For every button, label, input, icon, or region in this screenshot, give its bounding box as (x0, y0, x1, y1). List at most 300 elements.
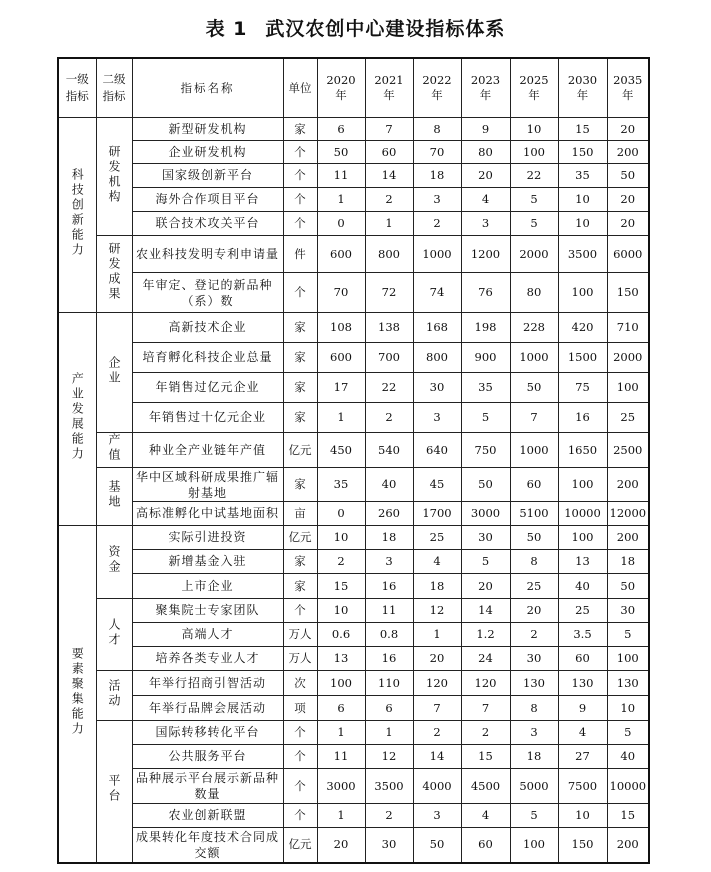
indicator-unit: 个 (283, 745, 317, 769)
header-year-2022: 2022 年 (413, 58, 461, 118)
indicator-value: 2 (365, 403, 413, 433)
subcategory-cell (96, 721, 132, 863)
indicator-value: 76 (461, 273, 510, 313)
indicator-value: 200 (607, 468, 649, 502)
indicator-value: 200 (607, 141, 649, 164)
indicator-value: 100 (607, 647, 649, 671)
table-row (58, 550, 649, 574)
indicator-value: 10 (558, 212, 607, 236)
table-row (58, 118, 649, 141)
subcategory-label: 人才 (107, 617, 121, 648)
indicator-value: 15 (558, 118, 607, 141)
indicator-value: 0 (317, 502, 365, 526)
table-title-text: 武汉农创中心建设指标体系 (265, 18, 506, 40)
indicator-value: 50 (317, 141, 365, 164)
indicator-unit: 个 (283, 599, 317, 623)
indicator-value: 1 (317, 403, 365, 433)
header-level2-line1: 二级 (102, 72, 126, 86)
table-row (58, 671, 649, 696)
subcategory-label: 企业 (107, 355, 121, 386)
indicator-value: 1 (317, 188, 365, 212)
table-row (58, 212, 649, 236)
indicator-value: 6000 (607, 236, 649, 273)
indicator-value: 20 (510, 599, 558, 623)
indicator-value: 3500 (558, 236, 607, 273)
indicator-value: 11 (317, 745, 365, 769)
subcategory-label: 平台 (107, 774, 121, 805)
table-row (58, 433, 649, 468)
subcategory-cell (96, 468, 132, 526)
indicator-unit: 亿元 (283, 433, 317, 468)
indicator-value: 20 (607, 188, 649, 212)
indicator-name: 年举行招商引智活动 (132, 671, 283, 696)
indicator-value: 1 (365, 212, 413, 236)
indicator-value: 2 (510, 623, 558, 647)
indicator-value: 110 (365, 671, 413, 696)
indicator-value: 10 (558, 188, 607, 212)
indicator-unit: 亿元 (283, 828, 317, 863)
indicator-value: 130 (558, 671, 607, 696)
indicator-value: 8 (510, 550, 558, 574)
indicator-value: 2 (365, 188, 413, 212)
indicator-value: 15 (461, 745, 510, 769)
indicator-value: 7 (461, 696, 510, 721)
indicator-value: 5 (607, 623, 649, 647)
table-row (58, 164, 649, 188)
table-row (58, 403, 649, 433)
table-title (0, 14, 711, 41)
table-number: 表 1 (205, 18, 248, 40)
indicator-value: 70 (317, 273, 365, 313)
indicator-value: 35 (461, 373, 510, 403)
indicator-unit: 个 (283, 804, 317, 828)
indicator-value: 1500 (558, 343, 607, 373)
indicator-value: 50 (510, 373, 558, 403)
indicator-value: 3 (413, 804, 461, 828)
indicator-value: 18 (413, 574, 461, 599)
indicator-value: 9 (461, 118, 510, 141)
indicator-value: 4 (413, 550, 461, 574)
indicator-value: 3000 (317, 769, 365, 804)
indicator-unit: 项 (283, 696, 317, 721)
indicator-value: 25 (510, 574, 558, 599)
indicator-value: 7500 (558, 769, 607, 804)
indicator-value: 15 (607, 804, 649, 828)
indicator-value: 7 (413, 696, 461, 721)
indicator-value: 138 (365, 313, 413, 343)
indicator-value: 2000 (510, 236, 558, 273)
indicator-name: 品种展示平台展示新品种数量 (132, 769, 283, 804)
indicator-value: 30 (461, 526, 510, 550)
indicator-value: 50 (607, 574, 649, 599)
indicator-value: 18 (413, 164, 461, 188)
indicator-name: 联合技术攻关平台 (132, 212, 283, 236)
category-label: 要素聚集能力 (70, 646, 85, 737)
indicator-value: 3500 (365, 769, 413, 804)
subcategory-cell (96, 433, 132, 468)
indicator-value: 20 (607, 118, 649, 141)
indicator-value: 25 (558, 599, 607, 623)
indicator-unit: 个 (283, 164, 317, 188)
indicator-value: 120 (461, 671, 510, 696)
indicator-value: 150 (607, 273, 649, 313)
indicator-value: 1 (317, 804, 365, 828)
category-cell (58, 313, 96, 526)
indicator-value: 198 (461, 313, 510, 343)
indicator-value: 168 (413, 313, 461, 343)
table-row (58, 623, 649, 647)
indicator-value: 72 (365, 273, 413, 313)
indicator-value: 4 (558, 721, 607, 745)
indicator-value: 540 (365, 433, 413, 468)
indicator-value: 0.8 (365, 623, 413, 647)
indicator-value: 16 (558, 403, 607, 433)
indicator-unit: 万人 (283, 647, 317, 671)
indicator-value: 0.6 (317, 623, 365, 647)
table-row (58, 804, 649, 828)
indicator-value: 6 (317, 696, 365, 721)
subcategory-label: 资金 (107, 545, 121, 575)
table-row (58, 313, 649, 343)
indicator-value: 20 (317, 828, 365, 863)
indicator-value: 710 (607, 313, 649, 343)
indicator-value: 150 (558, 141, 607, 164)
table-row (58, 769, 649, 804)
indicator-value: 3 (461, 212, 510, 236)
subcategory-label: 产值 (107, 433, 121, 463)
indicator-value: 13 (317, 647, 365, 671)
indicator-name: 农业科技发明专利申请量 (132, 236, 283, 273)
indicator-value: 2 (317, 550, 365, 574)
indicator-value: 18 (510, 745, 558, 769)
indicator-value: 6 (317, 118, 365, 141)
table-row (58, 236, 649, 273)
indicator-unit: 家 (283, 403, 317, 433)
indicator-value: 25 (413, 526, 461, 550)
indicator-name: 华中区域科研成果推广辐射基地 (132, 468, 283, 502)
indicator-value: 12000 (607, 502, 649, 526)
indicator-name: 培育孵化科技企业总量 (132, 343, 283, 373)
indicator-value: 3.5 (558, 623, 607, 647)
table-row (58, 828, 649, 863)
indicator-unit: 个 (283, 212, 317, 236)
indicator-value: 100 (317, 671, 365, 696)
category-label: 产业发展能力 (70, 372, 85, 462)
indicator-value: 800 (413, 343, 461, 373)
subcategory-cell (96, 236, 132, 313)
indicator-value: 74 (413, 273, 461, 313)
indicator-name: 实际引进投资 (132, 526, 283, 550)
indicator-value: 20 (413, 647, 461, 671)
indicator-value: 60 (558, 647, 607, 671)
indicator-name: 年举行品牌会展活动 (132, 696, 283, 721)
indicator-value: 2 (413, 212, 461, 236)
indicator-value: 35 (558, 164, 607, 188)
indicator-value: 4 (461, 804, 510, 828)
indicator-value: 20 (607, 212, 649, 236)
indicator-value: 1000 (413, 236, 461, 273)
table-body (58, 118, 649, 863)
category-cell (58, 118, 96, 313)
indicator-value: 450 (317, 433, 365, 468)
header-level1-line1: 一级 (65, 72, 89, 86)
indicator-value: 10 (317, 526, 365, 550)
header-unit: 单位 (283, 58, 317, 118)
indicator-value: 5100 (510, 502, 558, 526)
header-level2-line2: 指标 (102, 89, 126, 103)
indicator-value: 2 (461, 721, 510, 745)
indicator-value: 12 (413, 599, 461, 623)
indicator-value: 8 (413, 118, 461, 141)
indicator-value: 40 (558, 574, 607, 599)
indicator-unit: 家 (283, 313, 317, 343)
subcategory-cell (96, 599, 132, 671)
indicator-unit: 家 (283, 343, 317, 373)
subcategory-label: 基地 (107, 479, 121, 510)
indicator-value: 80 (510, 273, 558, 313)
indicator-value: 11 (317, 164, 365, 188)
indicator-value: 12 (365, 745, 413, 769)
indicator-value: 10 (317, 599, 365, 623)
indicator-unit: 家 (283, 118, 317, 141)
table-row (58, 647, 649, 671)
indicator-value: 50 (461, 468, 510, 502)
subcategory-cell (96, 313, 132, 433)
indicator-name: 公共服务平台 (132, 745, 283, 769)
indicator-value: 1650 (558, 433, 607, 468)
indicator-unit: 亩 (283, 502, 317, 526)
indicator-value: 24 (461, 647, 510, 671)
category-label: 科技创新能力 (70, 168, 85, 258)
indicator-value: 22 (365, 373, 413, 403)
indicator-value: 130 (607, 671, 649, 696)
indicator-value: 200 (607, 526, 649, 550)
indicator-value: 7 (365, 118, 413, 141)
indicator-value: 5 (461, 550, 510, 574)
indicator-value: 10 (510, 118, 558, 141)
indicator-value: 5 (461, 403, 510, 433)
table-row (58, 574, 649, 599)
indicator-value: 1.2 (461, 623, 510, 647)
indicator-value: 4000 (413, 769, 461, 804)
indicator-value: 13 (558, 550, 607, 574)
indicator-value: 10 (558, 804, 607, 828)
indicator-value: 5 (510, 188, 558, 212)
header-row (58, 58, 649, 118)
indicator-unit: 家 (283, 468, 317, 502)
indicator-unit: 个 (283, 141, 317, 164)
indicator-value: 16 (365, 647, 413, 671)
indicator-value: 60 (365, 141, 413, 164)
header-year-2020: 2020 年 (317, 58, 365, 118)
indicator-value: 11 (365, 599, 413, 623)
indicator-value: 1000 (510, 433, 558, 468)
indicator-value: 420 (558, 313, 607, 343)
indicator-value: 2 (413, 721, 461, 745)
table-row (58, 721, 649, 745)
indicator-value: 3 (413, 188, 461, 212)
indicator-value: 1700 (413, 502, 461, 526)
indicator-unit: 件 (283, 236, 317, 273)
indicator-name: 海外合作项目平台 (132, 188, 283, 212)
subcategory-label: 研发成果 (107, 242, 121, 302)
indicator-value: 70 (413, 141, 461, 164)
indicator-value: 130 (510, 671, 558, 696)
indicator-value: 20 (461, 164, 510, 188)
indicator-unit: 家 (283, 574, 317, 599)
indicator-value: 2500 (607, 433, 649, 468)
indicator-value: 600 (317, 343, 365, 373)
table-row (58, 141, 649, 164)
indicator-value: 100 (558, 468, 607, 502)
header-year-2021: 2021 年 (365, 58, 413, 118)
header-year-2030: 2030 年 (558, 58, 607, 118)
indicator-value: 40 (365, 468, 413, 502)
indicator-value: 2000 (607, 343, 649, 373)
indicator-value: 14 (413, 745, 461, 769)
indicator-value: 1200 (461, 236, 510, 273)
indicator-name: 种业全产业链年产值 (132, 433, 283, 468)
indicator-value: 10000 (607, 769, 649, 804)
indicator-value: 30 (413, 373, 461, 403)
indicator-value: 3 (365, 550, 413, 574)
indicator-value: 260 (365, 502, 413, 526)
indicator-name: 国家级创新平台 (132, 164, 283, 188)
indicator-unit: 家 (283, 373, 317, 403)
table-row (58, 745, 649, 769)
table-row (58, 599, 649, 623)
indicator-value: 100 (558, 273, 607, 313)
indicator-value: 228 (510, 313, 558, 343)
indicator-name: 成果转化年度技术合同成交额 (132, 828, 283, 863)
indicator-value: 1 (365, 721, 413, 745)
indicator-value: 50 (607, 164, 649, 188)
indicator-value: 30 (365, 828, 413, 863)
indicator-value: 16 (365, 574, 413, 599)
header-name: 指标名称 (132, 58, 283, 118)
subcategory-cell (96, 118, 132, 236)
indicator-value: 5 (510, 212, 558, 236)
table-row (58, 468, 649, 502)
indicator-unit: 个 (283, 721, 317, 745)
indicator-value: 1000 (510, 343, 558, 373)
category-cell (58, 526, 96, 863)
indicator-value: 6 (365, 696, 413, 721)
indicator-name: 国际转移转化平台 (132, 721, 283, 745)
indicator-value: 14 (365, 164, 413, 188)
indicator-name: 聚集院士专家团队 (132, 599, 283, 623)
indicator-unit: 次 (283, 671, 317, 696)
indicator-value: 8 (510, 696, 558, 721)
indicator-value: 18 (607, 550, 649, 574)
indicator-name: 培养各类专业人才 (132, 647, 283, 671)
header-year-2023: 2023 年 (461, 58, 510, 118)
indicator-value: 3 (510, 721, 558, 745)
header-year-2025: 2025 年 (510, 58, 558, 118)
indicator-value: 108 (317, 313, 365, 343)
header-year-2035: 2035 年 (607, 58, 649, 118)
indicator-value: 80 (461, 141, 510, 164)
indicator-value: 100 (558, 526, 607, 550)
indicator-name: 高标准孵化中试基地面积 (132, 502, 283, 526)
indicator-value: 150 (558, 828, 607, 863)
indicator-name: 新增基金入驻 (132, 550, 283, 574)
indicator-value: 35 (317, 468, 365, 502)
indicator-name: 高新技术企业 (132, 313, 283, 343)
indicator-value: 640 (413, 433, 461, 468)
indicator-value: 40 (607, 745, 649, 769)
indicator-name: 新型研发机构 (132, 118, 283, 141)
table-row (58, 526, 649, 550)
indicator-value: 22 (510, 164, 558, 188)
indicator-value: 4 (461, 188, 510, 212)
indicator-value: 700 (365, 343, 413, 373)
subcategory-cell (96, 526, 132, 599)
indicator-value: 15 (317, 574, 365, 599)
indicator-value: 7 (510, 403, 558, 433)
header-level2 (96, 58, 132, 118)
indicator-value: 5 (607, 721, 649, 745)
indicator-unit: 个 (283, 273, 317, 313)
indicator-value: 50 (413, 828, 461, 863)
indicator-unit: 万人 (283, 623, 317, 647)
indicator-value: 9 (558, 696, 607, 721)
indicator-value: 3 (413, 403, 461, 433)
indicator-value: 800 (365, 236, 413, 273)
indicator-value: 17 (317, 373, 365, 403)
indicator-value: 1 (413, 623, 461, 647)
indicator-value: 100 (607, 373, 649, 403)
indicator-value: 200 (607, 828, 649, 863)
indicator-value: 100 (510, 141, 558, 164)
indicator-unit: 个 (283, 188, 317, 212)
indicator-unit: 个 (283, 769, 317, 804)
indicator-value: 18 (365, 526, 413, 550)
indicator-value: 75 (558, 373, 607, 403)
indicator-name: 高端人才 (132, 623, 283, 647)
indicator-value: 30 (607, 599, 649, 623)
indicator-unit: 家 (283, 550, 317, 574)
indicator-value: 1 (317, 721, 365, 745)
indicator-value: 20 (461, 574, 510, 599)
indicator-value: 60 (510, 468, 558, 502)
indicator-name: 年销售过亿元企业 (132, 373, 283, 403)
indicator-name: 年销售过十亿元企业 (132, 403, 283, 433)
indicator-value: 5 (510, 804, 558, 828)
indicator-value: 14 (461, 599, 510, 623)
table-row (58, 188, 649, 212)
table-row (58, 696, 649, 721)
table-row (58, 373, 649, 403)
indicator-value: 600 (317, 236, 365, 273)
indicator-value: 0 (317, 212, 365, 236)
header-level1 (58, 58, 96, 118)
indicator-table (57, 57, 650, 864)
indicator-name: 农业创新联盟 (132, 804, 283, 828)
indicator-value: 10 (607, 696, 649, 721)
indicator-name: 年审定、登记的新品种（系）数 (132, 273, 283, 313)
subcategory-label: 活动 (107, 678, 121, 709)
indicator-unit: 亿元 (283, 526, 317, 550)
indicator-value: 45 (413, 468, 461, 502)
indicator-name: 企业研发机构 (132, 141, 283, 164)
indicator-value: 750 (461, 433, 510, 468)
indicator-value: 27 (558, 745, 607, 769)
indicator-value: 2 (365, 804, 413, 828)
table-row (58, 502, 649, 526)
indicator-value: 3000 (461, 502, 510, 526)
indicator-value: 30 (510, 647, 558, 671)
